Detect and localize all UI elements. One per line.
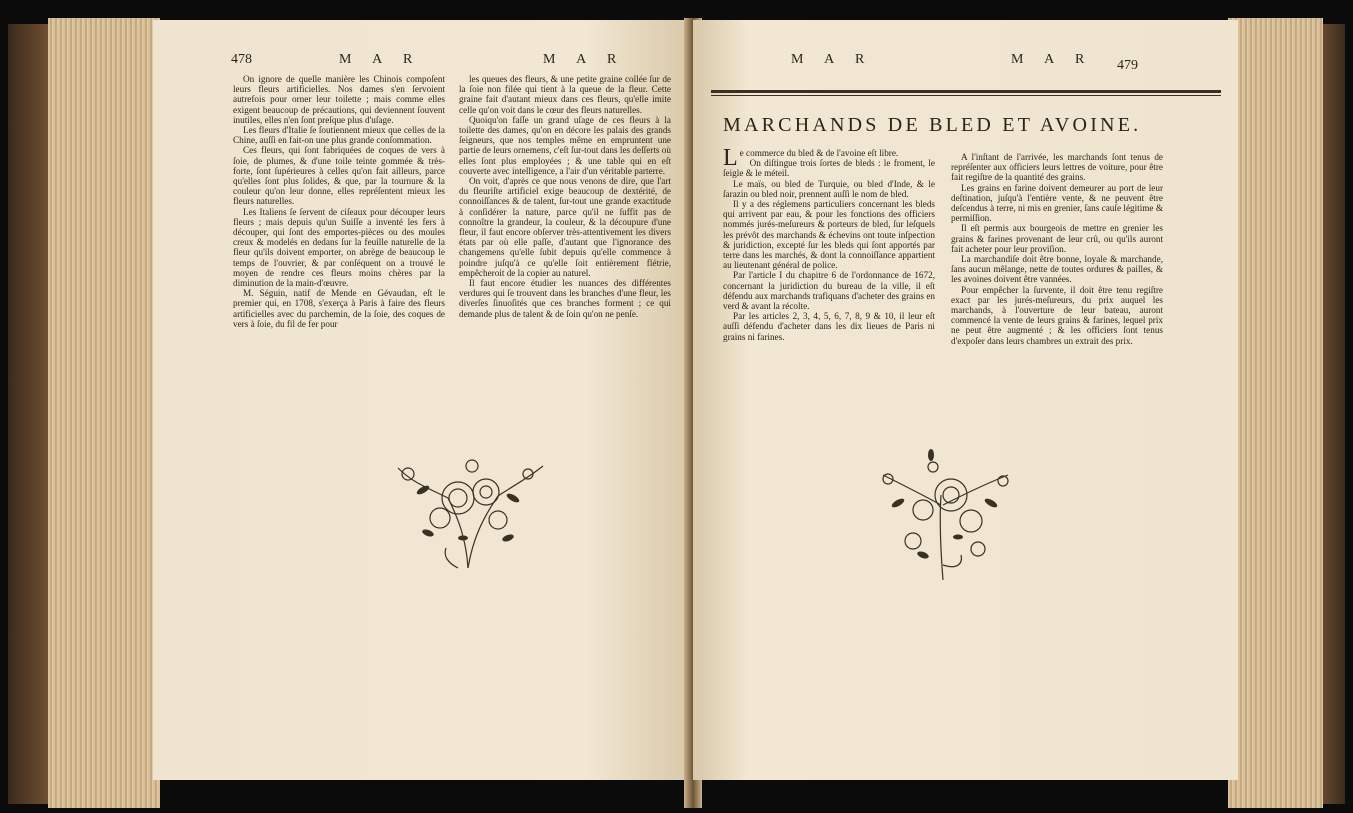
page-number-left: 478 — [231, 52, 252, 67]
paragraph: On diſtingue trois ſortes de bleds : le froment, le ſeigle & le méteil. — [723, 158, 935, 179]
page-number-right: 479 — [1117, 58, 1138, 73]
drop-cap: L — [723, 145, 738, 171]
running-head-left-1: M A R — [339, 52, 422, 67]
title-rule-thick — [711, 90, 1221, 93]
paragraph: Pour empêcher la ſurvente, il doit être tenu regiſtre exact par les jurés-meſureurs, du prix auquel les marchands, à l'ouverture de leur bateau, auront commencé la vente de leurs grains & farines, lequel prix ne peut être augmenté ; & les officiers ſont tenus d'expoſer dans leurs chambres un extrait des prix. — [951, 284, 1163, 346]
paragraph: Les Italiens ſe ſervent de ciſeaux pour découper leurs fleurs ; mais depuis qu'un Suiſſe a inventé les fers à découper, qui ſont des emportes-pièces ou des moules creux & modelés en dedans ſur la feuille naturelle de la fleur qu'ils doivent emporter, on abrège de beaucoup le temps de l'ouvrier, & par conſéquent on a trouvé le moyen de rendre ces fleurs moins chères par la diminution de la main-d'œuvre. — [233, 206, 445, 289]
paragraph: Les grains en farine doivent demeurer au port de leur deſtination, juſqu'à l'entière vente, & ne peuvent être deſcendus à terre, ni mis en grenier, ſans cauſe légitime & permiſſion. — [951, 182, 1163, 224]
left-column-2 — [459, 74, 671, 319]
paragraph: On ignore de quelle manière les Chinois compoſent leurs fleurs artificielles. Nos dames s'en ſervoient autrefois pour orner leur toilette ; mais comme elles exigent beaucoup de précautions, qui deviennent ſouvent inutiles, elles n'en ſont preſque plus d'uſage. — [233, 74, 445, 125]
paragraph: Il faut encore étudier les nuances des différentes verdures qui ſe trouvent dans les branches d'une fleur, les diverſes ſinuoſités que ces branches forment ; ce qui demande plus de talent & de ſoin qu'on ne penſe. — [459, 278, 671, 319]
page-edges-right — [1228, 18, 1323, 808]
right-column-1 — [723, 145, 935, 342]
right-column-2 — [951, 152, 1163, 346]
running-head-left-2: M A R — [543, 52, 626, 67]
paragraph: Par l'article I du chapitre 6 de l'ordonnance de 1672, concernant la juridiction du bureau de la ville, il eſt défendu aux marchands trafiquans d'acheter des grains en verd & avant la récolte. — [723, 270, 935, 312]
paragraph: A l'inſtant de l'arrivée, les marchands ſont tenus de repréſenter aux officiers leurs lettres de voiture, pour être fait regiſtre de la quantité des grains. — [951, 152, 1163, 183]
paragraph: Ces fleurs, qui ſont fabriquées de coques de vers à ſoie, de plumes, & d'une toile teinte gommée & très-forte, ſont ſupérieures à celles qu'on fait ailleurs, parce qu'elles ſont plus ſolides, & que, par la tournure & la couleur qu'on leur donne, elles repréſentent mieux les fleurs naturelles. — [233, 145, 445, 207]
book-spread — [8, 18, 1345, 808]
floral-ornament-right — [863, 445, 1023, 585]
paragraph: Par les articles 2, 3, 4, 5, 6, 7, 8, 9 & 10, il leur eſt auſſi défendu d'acheter dans les dix lieues de Paris ni grains ni farines. — [723, 311, 935, 342]
title-rule-thin — [711, 95, 1221, 96]
floral-ornament-left — [388, 438, 548, 578]
paragraph: Les fleurs d'Italie ſe ſoutiennent mieux que celles de la Chine, auſſi en fait-on une plus grande conſommation. — [233, 125, 445, 146]
paragraph: les queues des fleurs, & une petite graine collée ſur de la ſoie non filée qui tient à la queue de la fleur. Cette graine fait d'autant mieux dans ces fleurs, qu'elle imite celle qu'on voit dans le cœur des fleurs naturelles. — [459, 74, 671, 115]
paragraph: Il eſt permis aux bourgeois de mettre en grenier les grains & farines provenant de leur crû, ou qu'ils auront fait acheter pour leur proviſion. — [951, 223, 1163, 254]
article-title: MARCHANDS DE BLED ET AVOINE. — [723, 114, 1142, 136]
paragraph: On voit, d'après ce que nous venons de dire, que l'art du fleuriſte artificiel exige beaucoup de dextérité, de connoiſſances & de talent, ſur-tout une grande exactitude à conſidérer la nature, parce qu'il ne ſuffit pas de connoître la grandeur, la couleur, & la découpure d'une fleur, il faut encore obſerver très-attentivement les divers états par où elle paſſe, d'autant que l'ignorance des changemens qu'elle ſubit depuis qu'elle commence à poindre juſqu'à ce qu'elle ſoit entièrement flétrie, empêcheroit de la copier au naturel. — [459, 176, 671, 278]
page-edges-left — [48, 18, 160, 808]
paragraph: La marchandiſe doit être bonne, loyale & marchande, ſans aucun mêlange, nette de toutes ordures & pailles, & les avoines doivent être vannées. — [951, 254, 1163, 285]
paragraph: M. Séguin, natif de Mende en Gévaudan, eſt le premier qui, en 1708, s'exerça à Paris à faire des fleurs artificielles avec du parchemin, de la ſoie, des coques de vers à ſoie, du fil de fer pour — [233, 288, 445, 329]
left-column-1 — [233, 74, 445, 329]
running-head-right-2: M A R — [1011, 52, 1094, 67]
running-head-right-1: M A R — [791, 52, 874, 67]
paragraph: Le maïs, ou bled de Turquie, ou bled d'Inde, & le ſarazin ou bled noir, prennent auſſi le nom de bled. — [723, 178, 935, 199]
right-page — [693, 20, 1238, 780]
paragraph-first: Le commerce du bled & de l'avoine eſt libre. — [723, 145, 899, 171]
paragraph: Il y a des réglemens particuliers concernant les bleds qui arrivent par eau, & pour les fonctions des officiers nommés jurés-meſureurs & porteurs de bled, ſur leſquels les prévôt des marchands & échevins ont toute inſpection & juridiction, excepté ſur les bleds qui ſont apportés par terre dans les marchés, & dont la connoiſſance appartient au lieutenant général de police. — [723, 199, 935, 271]
left-page — [153, 20, 693, 780]
paragraph: Quoiqu'on faſſe un grand uſage de ces fleurs à la toilette des dames, qu'on en décore les palais des grands ſeigneurs, que nos temples même en empruntent une partie de leurs ornemens, c'eſt ſur-tout dans les deſſerts où elles ſont plus employées ; & une table qui en eſt couverte avec intelligence, a l'air d'un véritable parterre. — [459, 114, 671, 176]
